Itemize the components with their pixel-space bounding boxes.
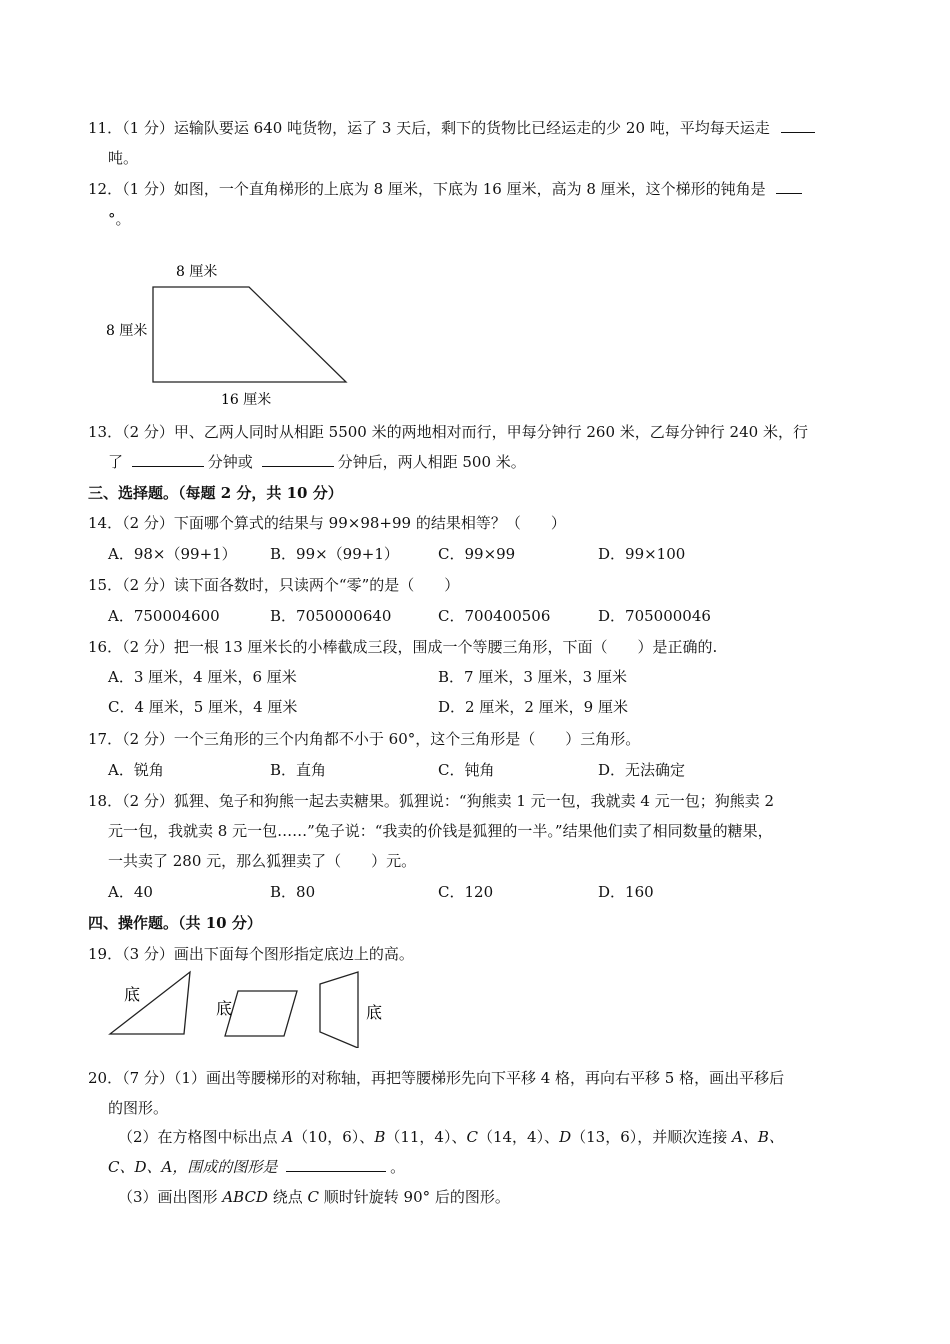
q13-answer-blank-1[interactable] bbox=[132, 452, 204, 467]
q15-option-b[interactable]: B．7050000640 bbox=[270, 607, 392, 625]
q13-cont-a: 了 bbox=[108, 453, 124, 471]
q18-option-d[interactable]: D．160 bbox=[598, 883, 654, 901]
q12-text bbox=[88, 178, 802, 199]
q12-trapezoid-figure bbox=[100, 255, 360, 415]
q11-stem: 11．（1 分）运输队要运 640 吨货物，运了 3 天后，剩下的货物比已经运走的少 20 吨，平均每天运走 bbox=[88, 119, 770, 137]
section3-heading: 三、选择题。（每题 2 分，共 10 分） bbox=[88, 484, 343, 502]
q19-parallelogram bbox=[225, 991, 297, 1036]
q14-option-d[interactable]: D．99×100 bbox=[598, 545, 686, 563]
q19-trapezoid-base-label: 底 bbox=[366, 1003, 383, 1022]
q17-option-b[interactable]: B．直角 bbox=[270, 761, 327, 779]
q14-text: 14．（2 分）下面哪个算式的结果与 99×98+99 的结果相等？（ ） bbox=[88, 514, 566, 532]
q18-option-c[interactable]: C．120 bbox=[438, 883, 494, 901]
q20-line4-a: C、D、A，围成的图形是 bbox=[108, 1158, 278, 1176]
q20-line2: 的图形。 bbox=[108, 1099, 169, 1117]
q16-text: 16．（2 分）把一根 13 厘米长的小棒截成三段，围成一个等腰三角形，下面（ ）是正确的. bbox=[88, 638, 718, 656]
trapezoid-bottom-label: 16 厘米 bbox=[221, 392, 272, 408]
q13-answer-blank-2[interactable] bbox=[262, 452, 334, 467]
q18-line1: 18．（2 分）狐狸、兔子和狗熊一起去卖糖果。狐狸说：“狗熊卖 1 元一包，我就卖 4 元一包；狗熊卖 2 bbox=[88, 792, 775, 810]
q12-stem: 12．（1 分）如图，一个直角梯形的上底为 8 厘米，下底为 16 厘米，高为 8 厘米，这个梯形的钝角是 bbox=[88, 180, 766, 198]
q17-text: 17．（2 分）一个三角形的三个内角都不小于 60°，这个三角形是（ ）三角形。 bbox=[88, 730, 641, 748]
section4-heading: 四、操作题。（共 10 分） bbox=[88, 914, 262, 932]
q19-triangle bbox=[110, 972, 190, 1034]
q15-option-d[interactable]: D．705000046 bbox=[598, 607, 711, 625]
q17-option-d[interactable]: D．无法确定 bbox=[598, 761, 686, 779]
q13-text: 13．（2 分）甲、乙两人同时从相距 5500 米的两地相对而行，甲每分钟行 260 米，乙每分钟行 240 米，行 bbox=[88, 423, 808, 441]
q15-option-c[interactable]: C．700400506 bbox=[438, 607, 551, 625]
q13-cont-b: 分钟或 bbox=[207, 453, 253, 471]
q19-triangle-base-label: 底 bbox=[124, 985, 141, 1004]
q11-cont: 吨。 bbox=[108, 149, 139, 167]
trapezoid-top-label: 8 厘米 bbox=[176, 264, 218, 280]
q14-option-a[interactable]: A．98×（99+1） bbox=[108, 545, 237, 563]
q11-answer-blank[interactable] bbox=[781, 118, 815, 133]
q19-parallelogram-base-label: 底 bbox=[216, 999, 233, 1018]
q14-option-c[interactable]: C．99×99 bbox=[438, 545, 516, 563]
q17-option-c[interactable]: C．钝角 bbox=[438, 761, 495, 779]
q18-line3: 一共卖了 280 元，那么狐狸卖了（ ）元。 bbox=[108, 852, 417, 870]
q19-figures bbox=[100, 966, 400, 1048]
trapezoid-shape bbox=[153, 287, 346, 382]
q13-cont-c: 分钟后，两人相距 500 米。 bbox=[337, 453, 526, 471]
q19-text: 19．（3 分）画出下面每个图形指定底边上的高。 bbox=[88, 945, 414, 963]
q14-option-b[interactable]: B．99×（99+1） bbox=[270, 545, 399, 563]
q11-text bbox=[88, 117, 815, 138]
q16-option-c[interactable]: C．4 厘米，5 厘米，4 厘米 bbox=[108, 698, 298, 716]
q19-trapezoid bbox=[320, 972, 358, 1048]
q20-part2-cont bbox=[108, 1156, 405, 1177]
q16-option-b[interactable]: B．7 厘米，3 厘米，3 厘米 bbox=[438, 668, 627, 686]
q15-text: 15．（2 分）读下面各数时，只读两个“零”的是（ ） bbox=[88, 576, 460, 594]
q20-line4-b: 。 bbox=[390, 1158, 406, 1176]
q16-option-a[interactable]: A．3 厘米，4 厘米，6 厘米 bbox=[108, 668, 297, 686]
q20-part3: （3）画出图形 ABCD 绕点 C 顺时针旋转 90° 后的图形。 bbox=[118, 1188, 510, 1206]
q13-cont bbox=[108, 451, 526, 472]
q12-cont: °。 bbox=[108, 210, 131, 228]
q12-answer-blank[interactable] bbox=[776, 179, 802, 194]
q16-option-d[interactable]: D．2 厘米，2 厘米，9 厘米 bbox=[438, 698, 628, 716]
q17-option-a[interactable]: A．锐角 bbox=[108, 761, 164, 779]
trapezoid-left-label: 8 厘米 bbox=[106, 323, 148, 339]
q20-line1: 20．（7 分）（1）画出等腰梯形的对称轴，再把等腰梯形先向下平移 4 格，再向右平移 5 格，画出平移后 bbox=[88, 1069, 785, 1087]
q20-answer-blank[interactable] bbox=[286, 1157, 386, 1172]
q15-option-a[interactable]: A．750004600 bbox=[108, 607, 220, 625]
q18-option-a[interactable]: A．40 bbox=[108, 883, 153, 901]
q20-part2: （2）在方格图中标出点 A（10，6）、B（11，4）、C（14，4）、D（13，6），并顺次连接 A、B、 bbox=[118, 1128, 784, 1146]
q18-option-b[interactable]: B．80 bbox=[270, 883, 316, 901]
q18-line2: 元一包，我就卖 8 元一包……”兔子说：“我卖的价钱是狐狸的一半。”结果他们卖了相同数量的糖果， bbox=[108, 822, 773, 840]
